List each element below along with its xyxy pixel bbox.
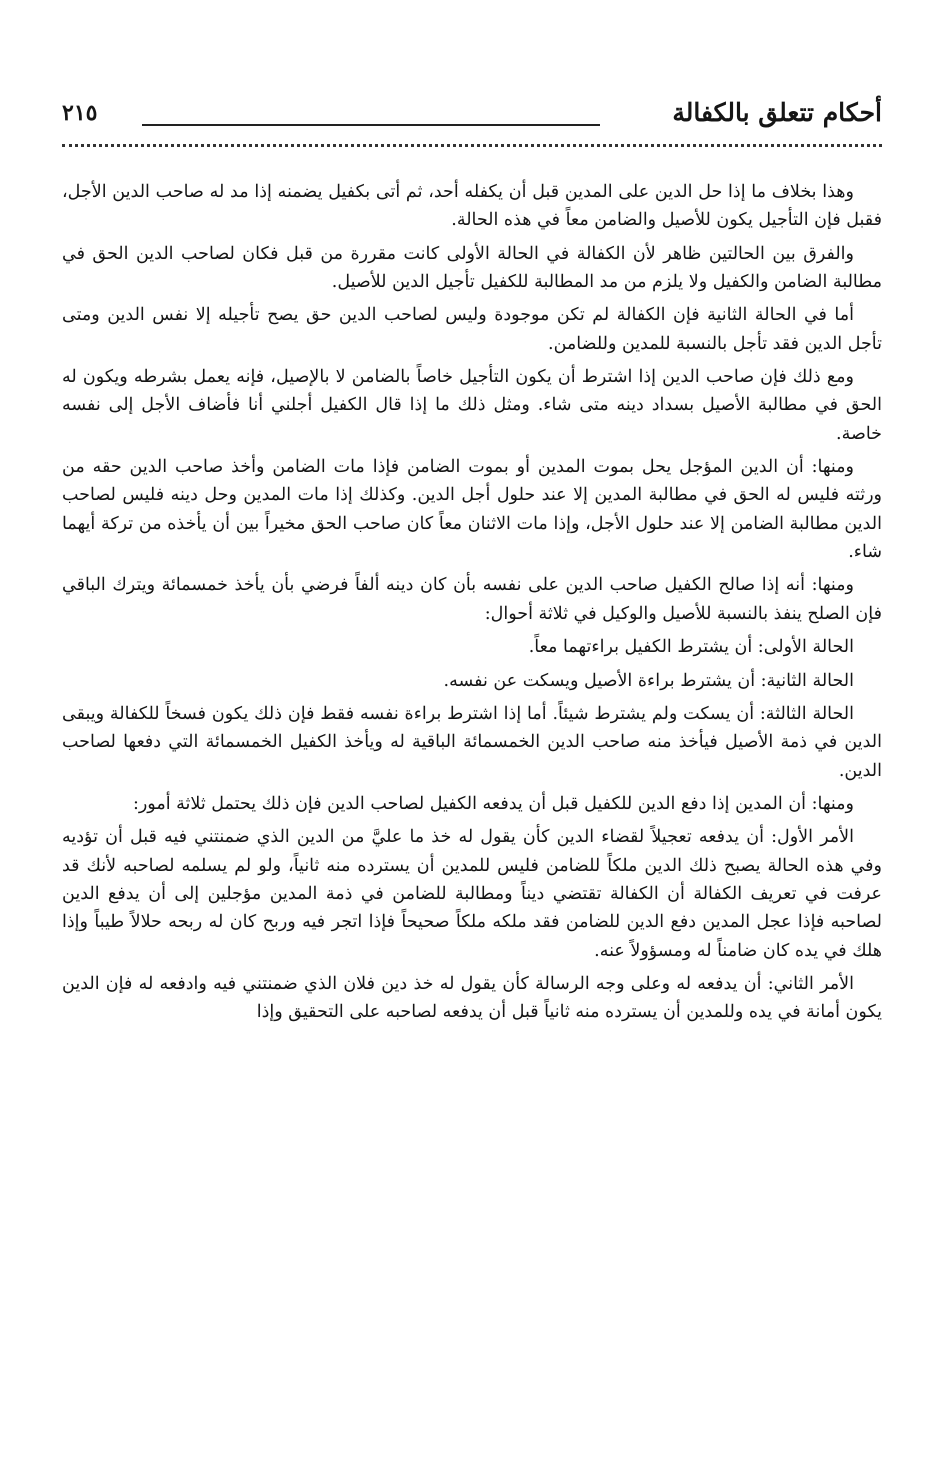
paragraph: والفرق بين الحالتين ظاهر لأن الكفالة في الحالة الأولى كانت مقررة من قبل فكان لصاحب الدين الحق في مطالبة الضامن والكفيل ولا يلزم من مد المطالبة للكفيل تأجيل الدين للأصيل. <box>62 243 882 293</box>
header-rule <box>142 124 600 126</box>
paragraph: الأمر الثاني: أن يدفعه له وعلى وجه الرسالة كأن يقول له خذ دين فلان الذي ضمنتني فيه وادفعه له فإن الدين يكون أمانة في يده وللمدين أن يسترده منه ثانياً قبل أن يدفعه لصاحبه على التحقيق وإذا <box>62 973 882 1023</box>
paragraph-case-1: الحالة الأولى: أن يشترط الكفيل براءتهما معاً. <box>528 637 854 658</box>
running-title: أحكام تتعلق بالكفالة <box>672 98 882 127</box>
paragraph-case-3: الحالة الثالثة: أن يسكت ولم يشترط شيئاً. أما إذا اشترط براءة نفسه فقط فإن ذلك يكون فسخاً للكفالة ويبقى الدين في ذمة الأصيل فيأخذ منه صاحب الدين الخمسمائة الباقية له ويأخذ الكفيل الخمسمائة التي دفعها لصاحب الدين. <box>62 703 882 781</box>
paragraph: أما في الحالة الثانية فإن الكفالة لم تكن موجودة وليس لصاحب الدين حق يصح تأجيله إلا نفس الدين ومتى تأجل الدين فقد تأجل بالنسبة للمدين وللضامن. <box>62 305 882 354</box>
dotted-divider <box>62 144 882 147</box>
page-header <box>62 94 882 138</box>
paragraph: ومنها: أنه إذا صالح الكفيل صاحب الدين على نفسه بأن كان دينه ألفاً فرضي بأن يأخذ خمسمائة ويترك الباقي فإن الصلح ينفذ بالنسبة للأصيل والوكيل في ثلاثة أحوال: <box>62 575 882 624</box>
paragraph: وهذا بخلاف ما إذا حل الدين على المدين قبل أن يكفله أحد، ثم أتى بكفيل يضمنه إذا مد له صاحب الدين الأجل، فقبل فإن التأجيل يكون للأصيل والضامن معاً في هذه الحالة. <box>62 182 882 231</box>
body-text <box>62 178 882 1341</box>
paragraph-case-2: الحالة الثانية: أن يشترط براءة الأصيل ويسكت عن نفسه. <box>443 670 854 691</box>
paragraph: ومنها: أن الدين المؤجل يحل بموت المدين أو بموت الضامن فإذا مات الضامن وأخذ صاحب الدين حقه من ورثته فليس له الحق في مطالبة المدين إلا عند حلول أجل الدين. وكذلك إذا مات المدين وحل دينه فليس لصاحب الدين مطالبة الضامن إلا عند حلول الأجل، وإذا مات الاثنان معاً كان صاحب الحق مخيراً بين أن يأخذه من تركة أيهما شاء. <box>62 457 882 563</box>
paragraph: ومع ذلك فإن صاحب الدين إذا اشترط أن يكون التأجيل خاصاً بالضامن لا بالإصيل، فإنه يعمل بشرطه ويكون له الحق في مطالبة الأصيل بسداد دينه متى شاء. ومثل ذلك ما إذا قال الكفيل أجلني أنا فأضاف الأجل إلى نفسه خاصة. <box>62 367 882 444</box>
paragraph: ومنها: أن المدين إذا دفع الدين للكفيل قبل أن يدفعه الكفيل لصاحب الدين فإن ذلك يحتمل ثلاثة أمور: <box>132 793 854 814</box>
page-number: ٢١٥ <box>62 100 98 126</box>
paragraph: الأمر الأول: أن يدفعه تعجيلاً لقضاء الدين كأن يقول له خذ ما عليَّ من الدين الذي ضمنتني فيه قبل أن تؤديه وفي هذه الحالة يصبح ذلك الدين ملكاً للضامن فليس للمدين أن يسترده منه ثانياً، ولو لم يسلمه لصاحبه لأنك قد عرفت في تعريف الكفالة أن الكفالة تقتضي ديناً ومطالبة للضامن في ذمة المدين مؤجلين إلى أن يدفع الدين لصاحبه فإذا عجل المدين دفع الدين للضامن فقد ملكه ملكاً صحيحاً فإذا اتجر فيه وربح كان له ربحه حلالاً طيباً وإذا هلك في يده كان ضامناً له ومسؤولاً عنه. <box>62 827 882 961</box>
